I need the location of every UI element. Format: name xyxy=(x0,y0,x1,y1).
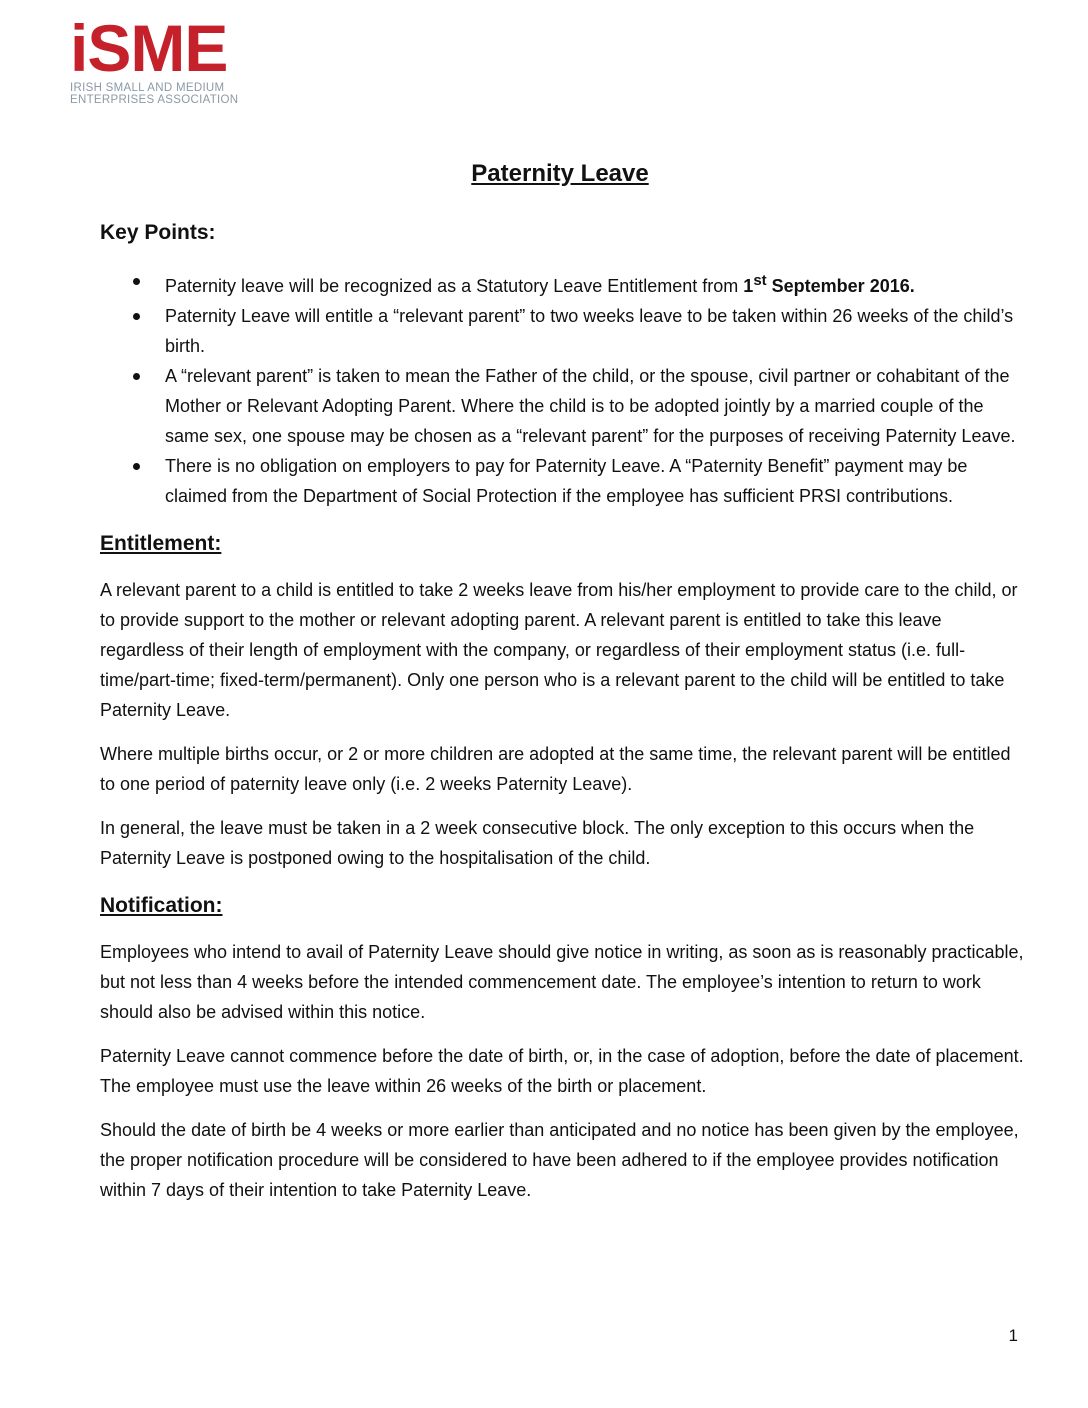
paragraph: Should the date of birth be 4 weeks or more earlier than anticipated and no notice has been given by the employee, the proper notification procedure will be considered to have been adhered to if the employee provides notification within 7 days of their intention to take Paternity Leave. xyxy=(100,1120,1019,1200)
paragraph: Where multiple births occur, or 2 or more children are adopted at the same time, the relevant parent will be entitled to one period of paternity leave only (i.e. 2 weeks Paternity Leave). xyxy=(100,744,1011,794)
logo-tagline-line1: IRISH SMALL AND MEDIUM xyxy=(70,82,225,94)
list-item xyxy=(100,361,1030,451)
entitlement-section xyxy=(100,529,1030,873)
date-ordinal: st xyxy=(753,272,767,289)
paragraph: In general, the leave must be taken in a 2 week consecutive block. The only exception to this occurs when the Paternity Leave is postponed owing to the hospitalisation of the child. xyxy=(100,818,975,868)
key-point-date xyxy=(743,272,915,296)
logo-tagline-line2: ENTERPRISES ASSOCIATION xyxy=(70,94,239,106)
isme-logo xyxy=(70,11,280,106)
list-item xyxy=(100,451,1030,511)
document-body xyxy=(100,218,1030,1219)
page-number: 1 xyxy=(1008,1326,1018,1345)
logo-tagline xyxy=(70,82,280,106)
key-points-heading: Key Points: xyxy=(100,221,216,244)
key-point-text: Paternity leave will be recognized as a Statutory Leave Entitlement from xyxy=(165,276,744,296)
list-item xyxy=(100,301,1030,361)
date-rest: September 2016. xyxy=(766,276,915,296)
notification-heading: Notification: xyxy=(100,894,223,917)
logo-mark: iSME xyxy=(70,11,228,85)
page-title: Paternity Leave xyxy=(471,160,649,187)
key-point-text: Paternity Leave will entitle a “relevant parent” to two weeks leave to be taken within 26 weeks of the child’s birth. xyxy=(165,306,1014,356)
bullet-icon xyxy=(133,373,140,380)
paragraph: Employees who intend to avail of Paternity Leave should give notice in writing, as soon as is reasonably practicable, but not less than 4 weeks before the intended commencement date. The employee’s intention to return to work should also be advised within this notice. xyxy=(100,942,1024,1022)
notification-section xyxy=(100,891,1030,1205)
paragraph: Paternity Leave cannot commence before the date of birth, or, in the case of adoption, before the date of placement. The employee must use the leave within 26 weeks of the birth or placement. xyxy=(100,1046,1024,1096)
key-point-text: A “relevant parent” is taken to mean the Father of the child, or the spouse, civil partner or cohabitant of the Mother or Relevant Adopting Parent. Where the child is to be adopted jointly by a married couple of the same sex, one spouse may be chosen as a “relevant parent” for the purposes of receiving Paternity Leave. xyxy=(165,366,1016,446)
key-points-list xyxy=(100,266,1030,511)
paragraph: A relevant parent to a child is entitled to take 2 weeks leave from his/her employment to provide care to the child, or to provide support to the mother or relevant adopting parent. A relevant parent is entitled to take this leave regardless of their length of employment with the company, or regardless of their employment status (i.e. full-time/part-time; fixed-term/permanent). Only one person who is a relevant parent to the child will be entitled to take Paternity Leave. xyxy=(100,580,1018,720)
bullet-icon xyxy=(133,463,140,470)
entitlement-heading: Entitlement: xyxy=(100,532,222,555)
date-day: 1 xyxy=(743,276,754,296)
bullet-icon xyxy=(133,278,140,285)
key-point-text: There is no obligation on employers to pay for Paternity Leave. A “Paternity Benefit” payment may be claimed from the Department of Social Protection if the employee has sufficient PRSI contributions. xyxy=(165,456,968,506)
bullet-icon xyxy=(133,313,140,320)
list-item xyxy=(100,266,1030,301)
